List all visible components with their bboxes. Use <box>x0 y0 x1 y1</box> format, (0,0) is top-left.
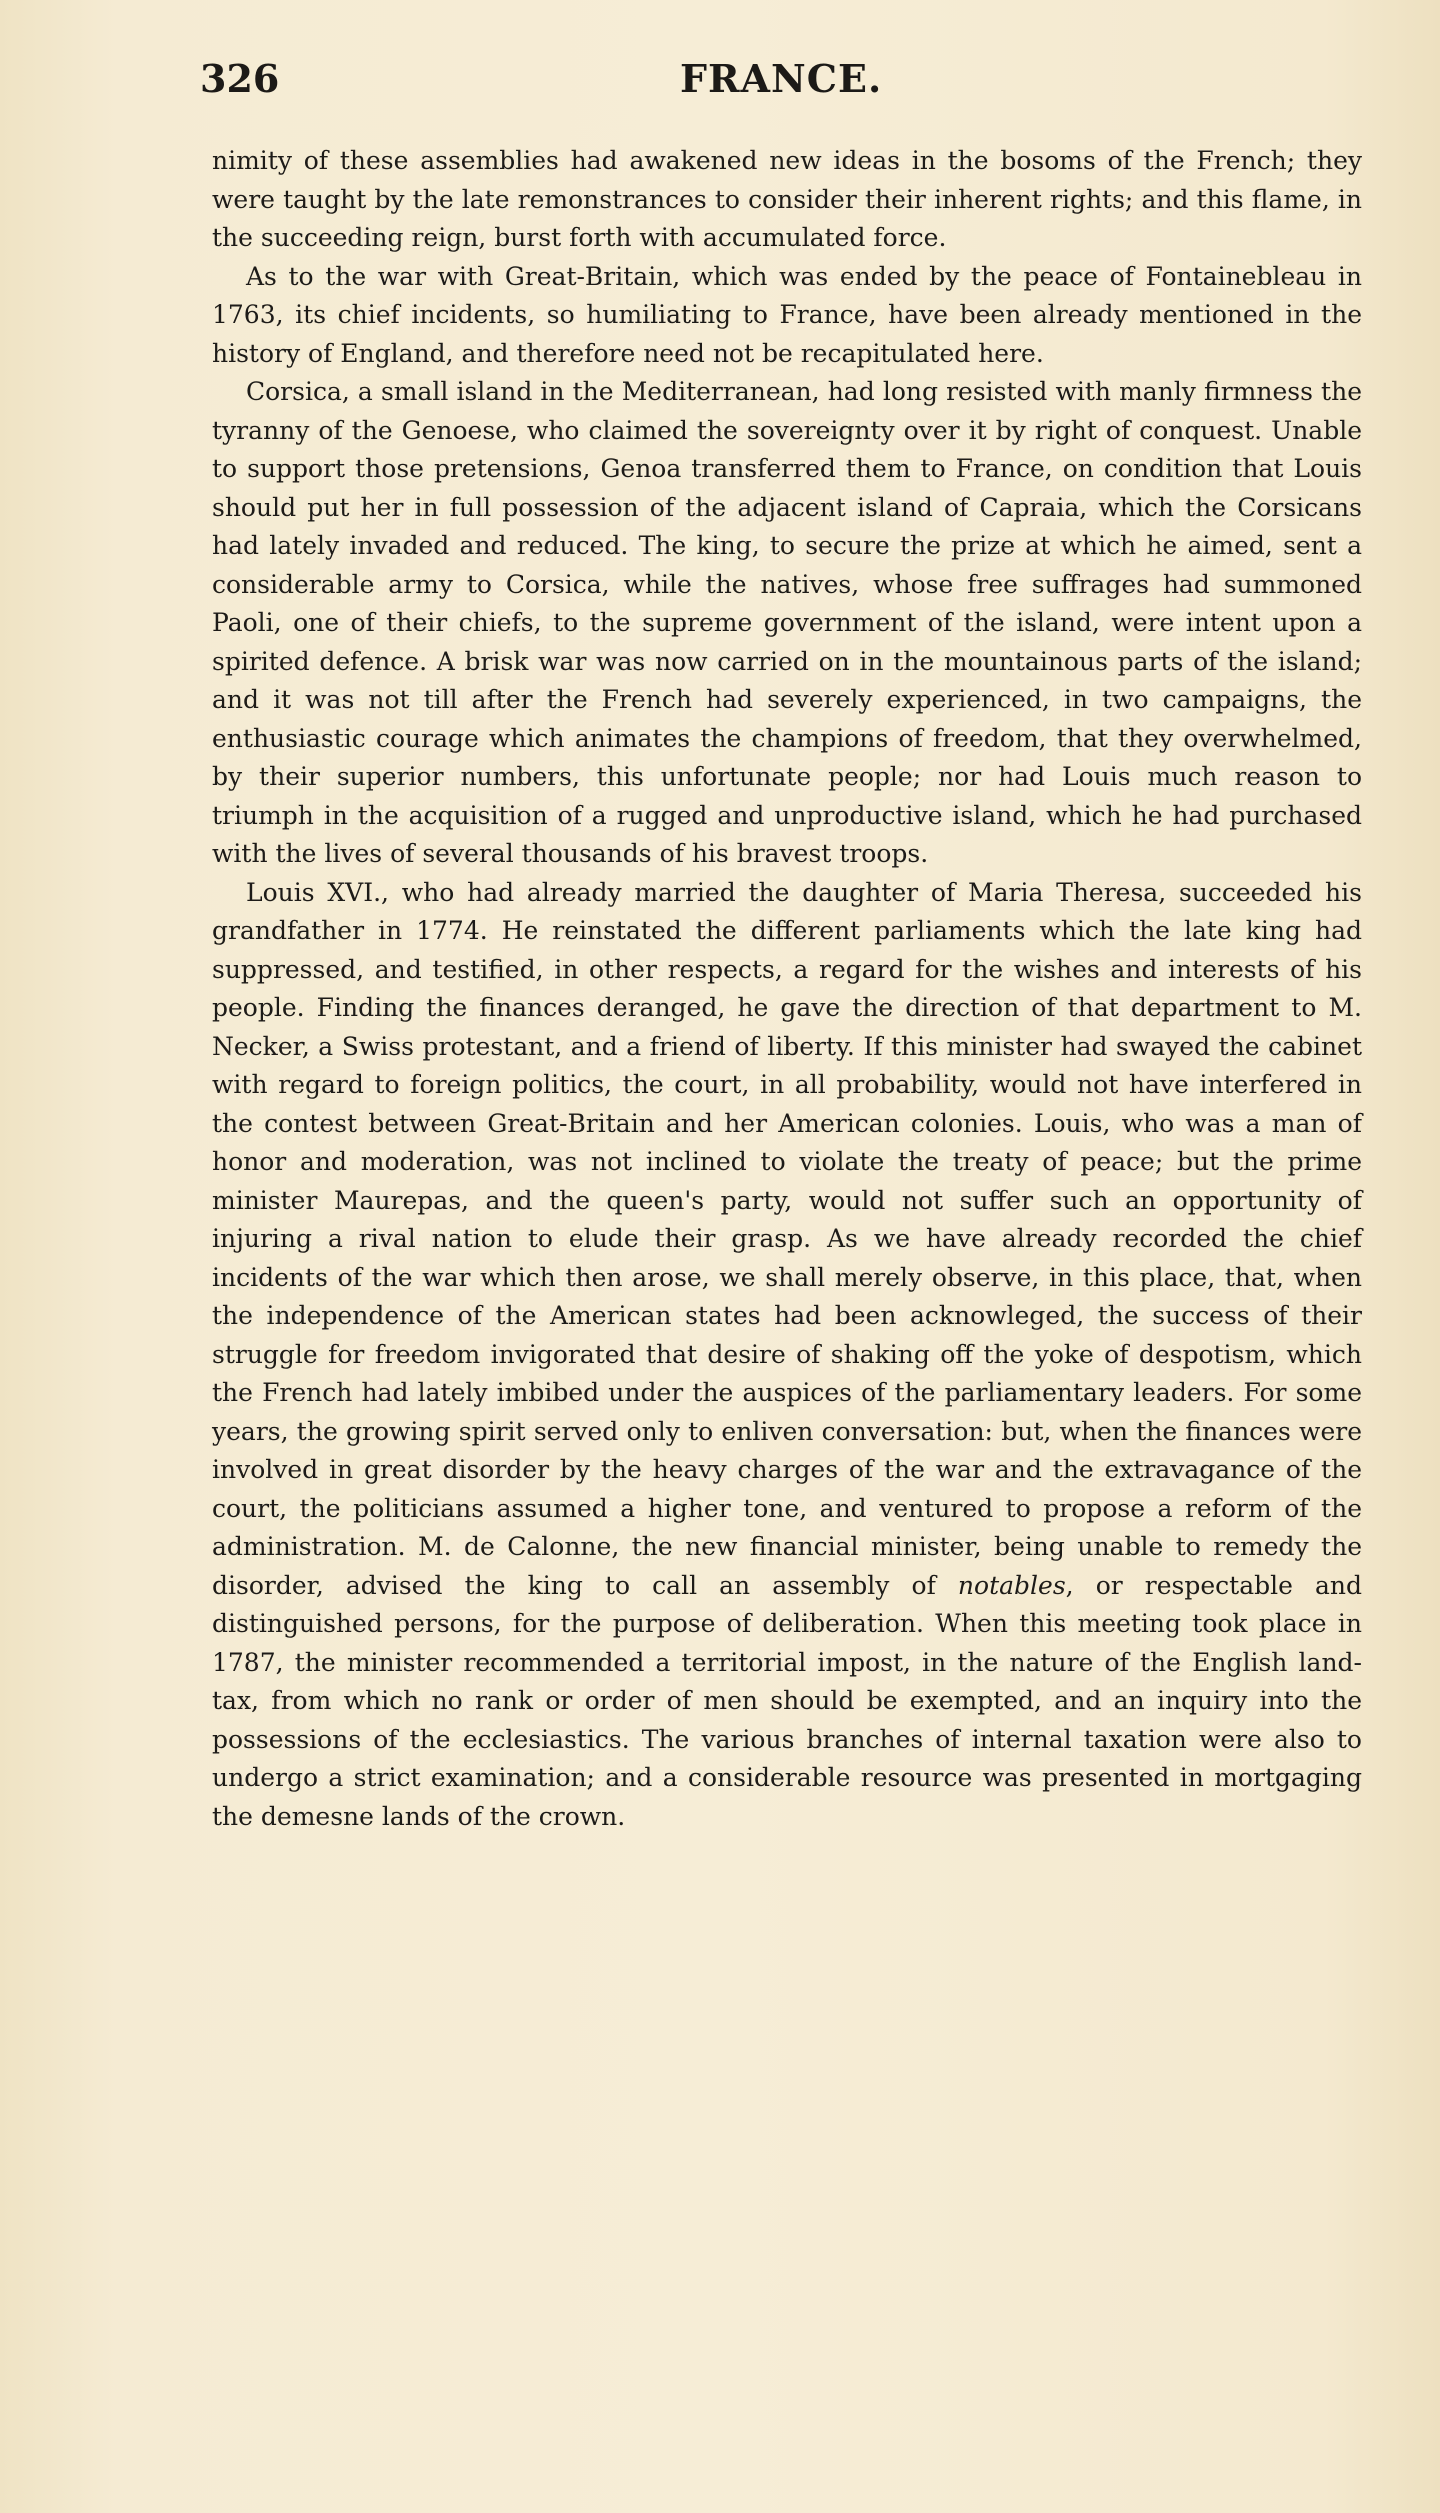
paragraph-louis-xvi-main: Louis XVI., who had already married the daughter of Maria Theresa, succeeded his grandfather in 1774. He reinstated the different parliaments which the late king had suppressed, and testified, in other respects, a regard for the wishes and interests of his people. Finding the finances deranged, he gave the direction of that department to M. Necker, a Swiss protestant, and a friend of liberty. If this minister had swayed the cabinet with regard to foreign politics, the court, in all probability, would not have interfered in the contest between Great-Britain and her American colonies. Louis, who was a man of honor and moderation, was not inclined to violate the treaty of peace; but the prime minister Maurepas, and the queen's party, would not suffer such an opportunity of injuring a rival nation to elude their grasp. As we have already recorded the chief incidents of the war which then arose, we shall merely observe, in this place, that, when the independence of the American states had been acknowleged, the success of their struggle for freedom invigorated that desire of shaking off the yoke of despotism, which the French had lately imbibed under the auspices of the parliamentary leaders. For some years, the growing spirit served only to enliven conversation: but, when the finances were involved in great disorder by the heavy charges of the war and the extravagance of the court, the politicians assumed a higher tone, and ventured to propose a reform of the administration. M. de Calonne, the new financial minister, being unable to remedy the disorder, advised the king to call an assembly of <box>212 877 1362 1600</box>
paragraph-louis-xvi-end: , or respectable and distinguished persons, for the purpose of deliberation. When this meeting took place in 1787, the minister recommended a territorial impost, in the nature of the English land-tax, from which no rank or order of men should be exempted, and an inquiry into the possessions of the ecclesiastics. The various branches of internal taxation were also to undergo a strict examination; and a considerable resource was presented in mortgaging the demesne lands of the crown. <box>212 1570 1362 1831</box>
page-number: 326 <box>200 56 280 101</box>
notables-term: notables <box>957 1570 1066 1600</box>
paragraph-continuation: nimity of these assemblies had awakened new ideas in the bosoms of the French; they were taught by the late remonstrances to consider their inherent rights; and this flame, in the succeeding reign, burst forth with accumulated force. <box>212 146 1362 252</box>
paragraph-war-with-britain: As to the war with Great-Britain, which was ended by the peace of Fontainebleau in 1763, its chief incidents, so humiliating to France, have been already mentioned in the history of England, and therefore need not be recapitulated here. <box>212 261 1362 368</box>
paragraph-corsica: Corsica, a small island in the Mediterranean, had long resisted with manly firmness the tyranny of the Genoese, who claimed the sovereignty over it by right of conquest. Unable to support those pretensions, Genoa transferred them to France, on condition that Louis should put her in full possession of the adjacent island of Capraia, which the Corsicans had lately invaded and reduced. The king, to secure the prize at which he aimed, sent a considerable army to Corsica, while the natives, whose free suffrages had summoned Paoli, one of their chiefs, to the supreme government of the island, were intent upon a spirited defence. A brisk war was now carried on in the mountainous parts of the island; and it was not till after the French had severely experienced, in two campaigns, the enthusiastic courage which animates the champions of freedom, that they overwhelmed, by their superior numbers, this unfortunate people; nor had Louis much reason to triumph in the acquisition of a rugged and unproductive island, which he had purchased with the lives of several thousands of his bravest troops. <box>212 377 1362 868</box>
paragraph-louis-xvi <box>212 874 1362 1837</box>
body-text <box>212 142 1362 1836</box>
page-header <box>200 56 1390 116</box>
running-title: FRANCE. <box>680 56 883 101</box>
